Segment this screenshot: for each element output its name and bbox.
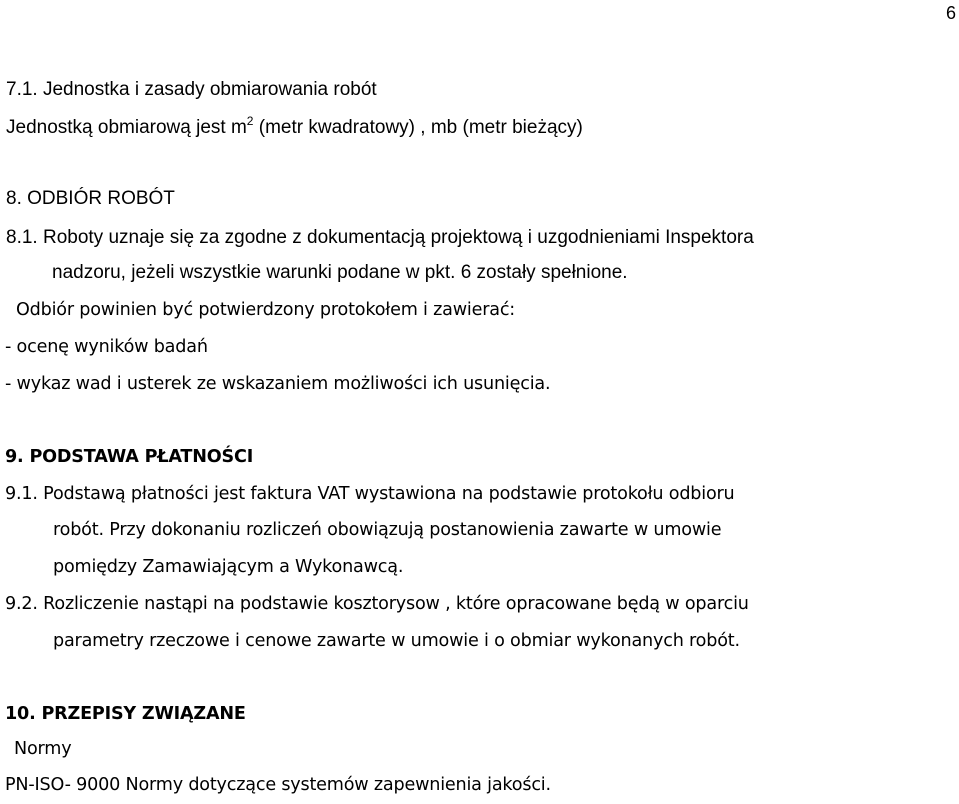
- section-9-heading: 9. PODSTAWA PŁATNOŚCI: [5, 447, 254, 467]
- section-7-1-heading: 7.1. Jednostka i zasady obmiarowania robót: [6, 79, 377, 100]
- section-9-1-line-1: 9.1. Podstawą płatności jest faktura VAT wystawiona na podstawie protokołu odbioru: [5, 484, 735, 504]
- acceptance-item-2: - wykaz wad i usterek ze wskazaniem możliwości ich usunięcia.: [5, 374, 551, 394]
- norms-label: Normy: [14, 739, 72, 759]
- section-9-1-line-2: robót. Przy dokonaniu rozliczeń obowiązują postanowienia zawarte w umowie: [53, 520, 722, 540]
- section-9-1-line-3: pomiędzy Zamawiającym a Wykonawcą.: [53, 557, 404, 577]
- section-8-1-line-1: 8.1. Roboty uznaje się za zgodne z dokumentacją projektową i uzgodnieniami Inspektora: [6, 227, 754, 248]
- section-9-2-line-1: 9.2. Rozliczenie nastąpi na podstawie kosztorysow , które opracowane będą w oparciu: [5, 594, 749, 614]
- acceptance-protocol-text: Odbiór powinien być potwierdzony protokołem i zawierać:: [16, 300, 516, 320]
- section-8-heading: 8. ODBIÓR ROBÓT: [6, 188, 175, 209]
- section-8-1-line-2: nadzoru, jeżeli wszystkie warunki podane w pkt. 6 zostały spełnione.: [52, 262, 628, 283]
- section-10-heading: 10. PRZEPISY ZWIĄZANE: [5, 704, 246, 724]
- norm-pn-iso-9000: PN-ISO- 9000 Normy dotyczące systemów zapewnienia jakości.: [5, 775, 551, 795]
- unit-superscript: 2: [246, 114, 254, 128]
- unit-of-measure-text: [6, 116, 583, 140]
- acceptance-item-1: - ocenę wyników badań: [5, 337, 208, 357]
- section-9-2-line-2: parametry rzeczowe i cenowe zawarte w umowie i o obmiar wykonanych robót.: [53, 631, 740, 651]
- page-number: 6: [945, 3, 956, 23]
- unit-text-before: Jednostką obmiarową jest m: [6, 117, 247, 138]
- unit-text-after: (metr kwadratowy) , mb (metr bieżący): [253, 117, 583, 138]
